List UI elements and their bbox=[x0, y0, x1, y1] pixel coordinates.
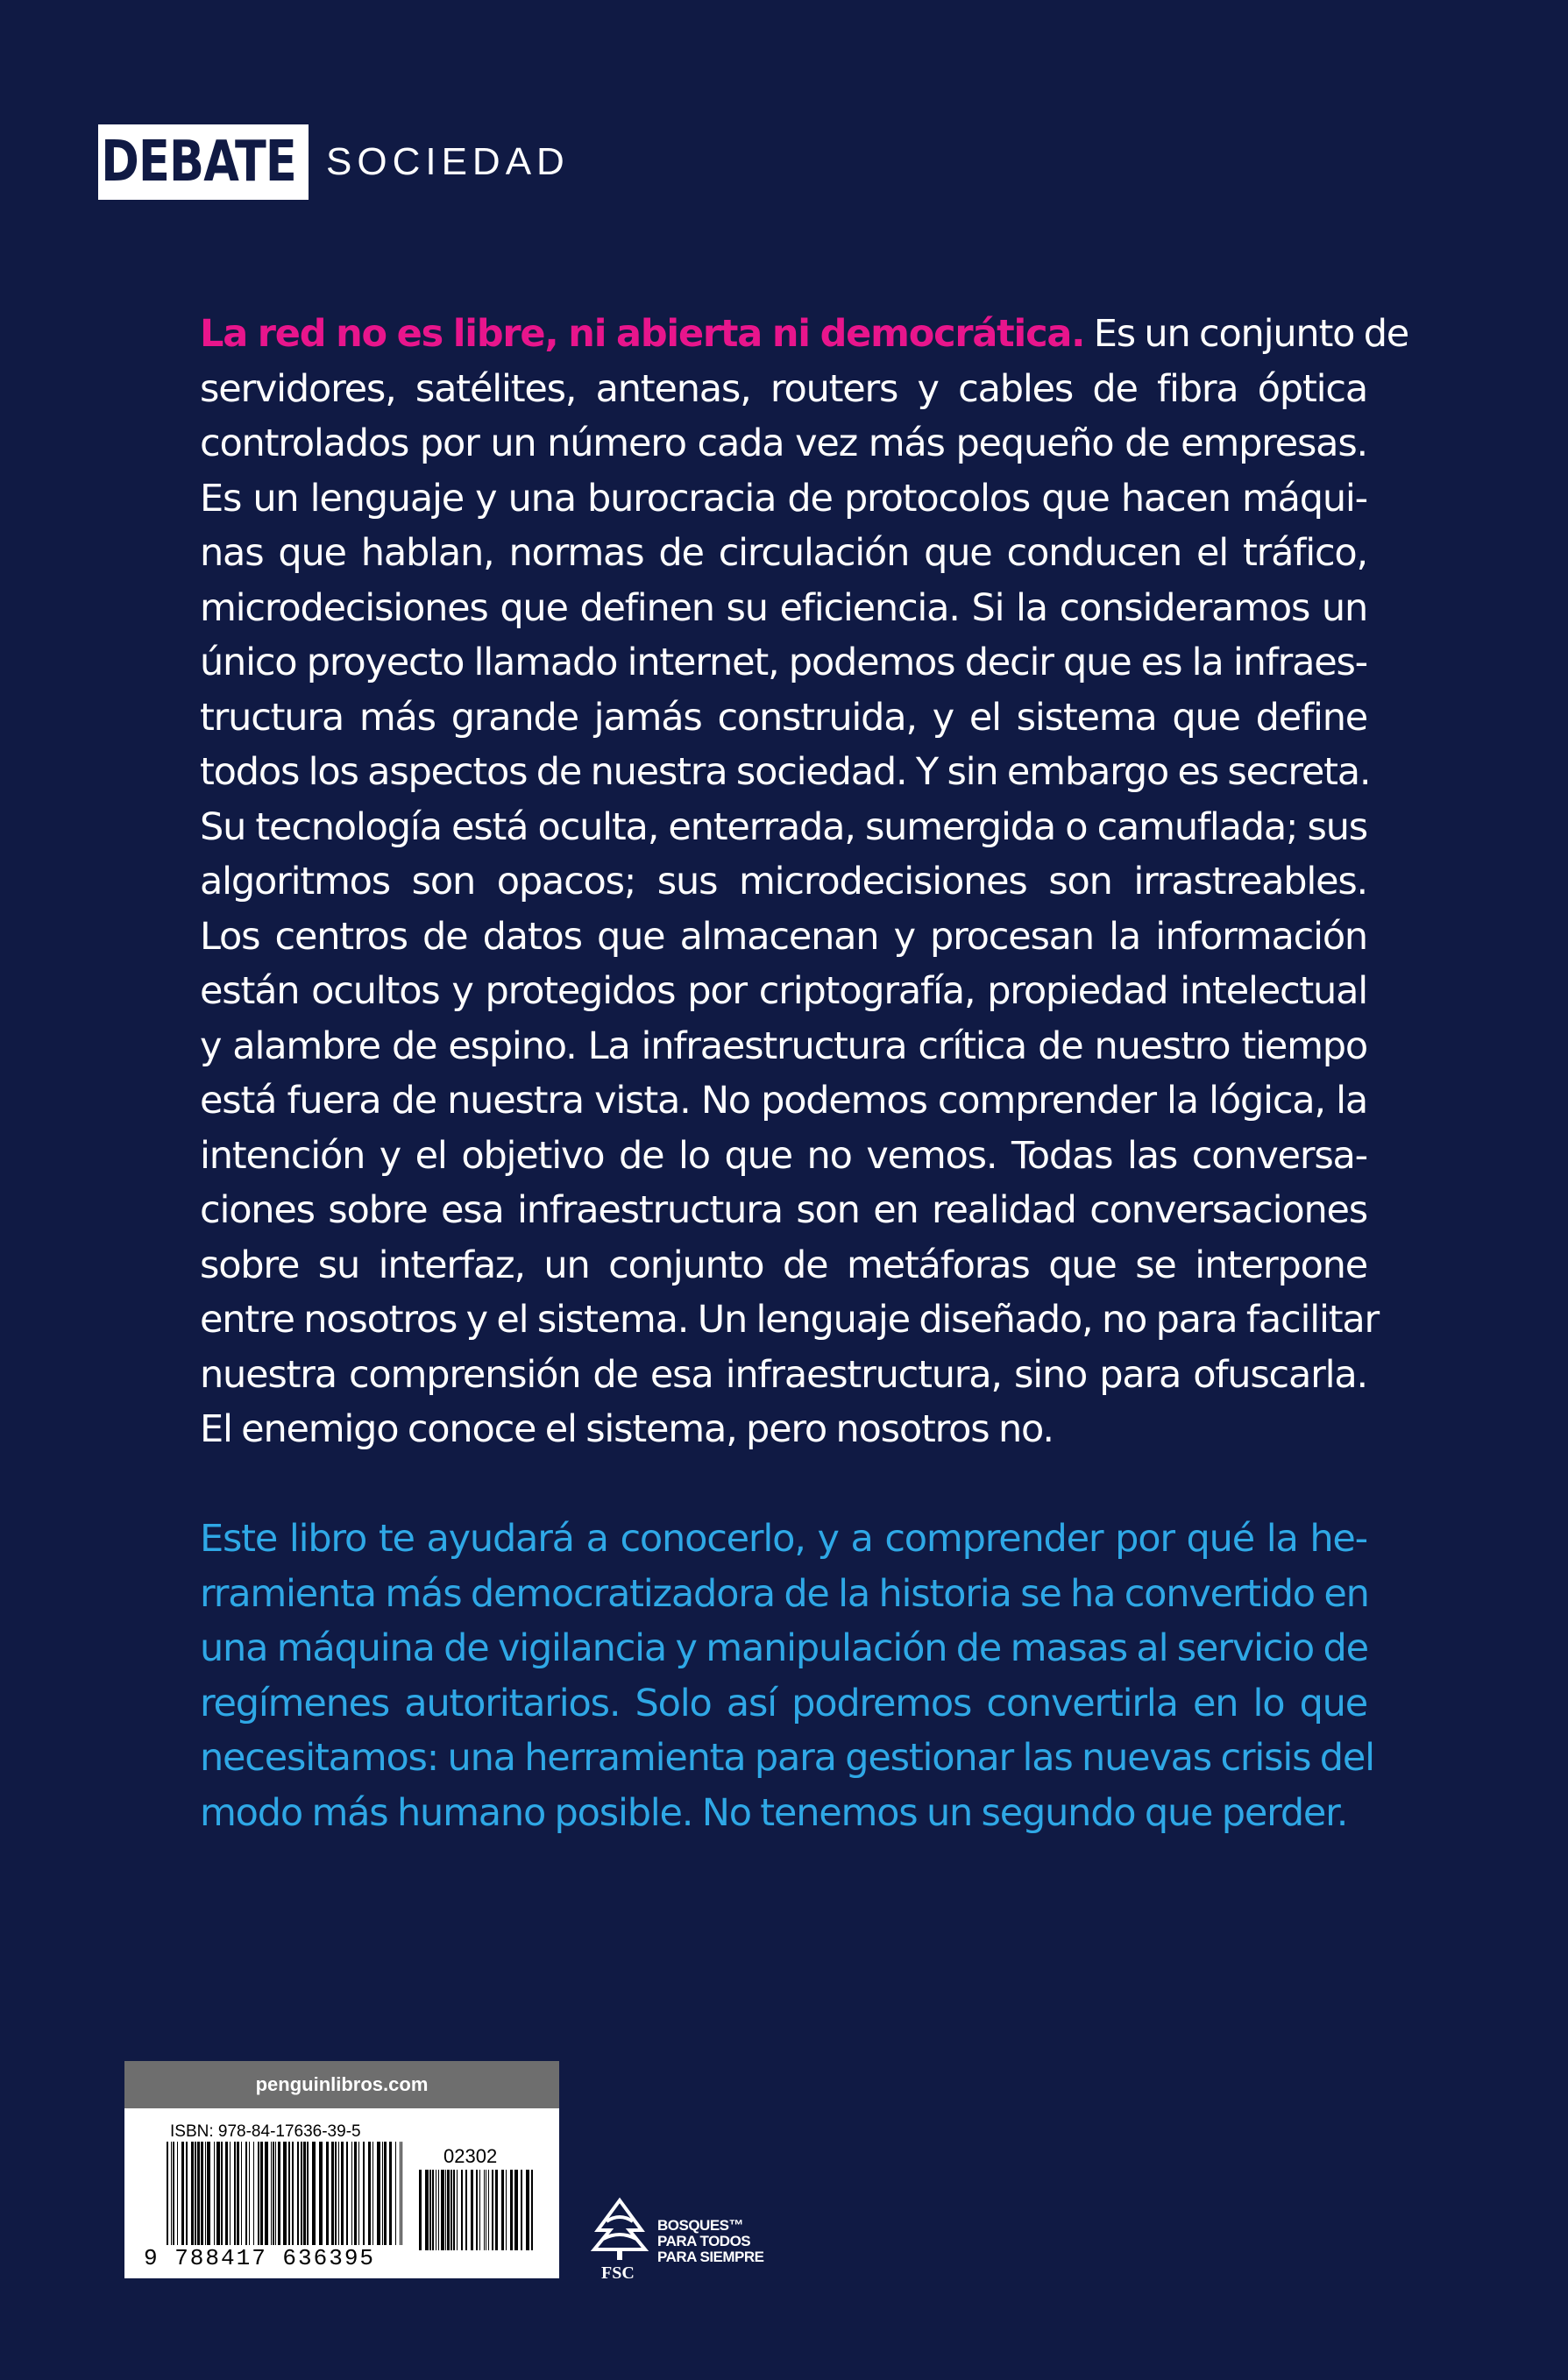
text-line: regímenes autoritarios. Solo así podremos convertirla en lo que bbox=[200, 1681, 1367, 1725]
line-text: nas que hablan, normas de circulación que conducen el tráfico, bbox=[200, 531, 1367, 575]
isbn-text: ISBN: 978-84-17636-39-5 bbox=[170, 2122, 361, 2141]
barcode-bar bbox=[173, 2142, 174, 2245]
barcode-bar bbox=[234, 2142, 236, 2245]
barcode-bar bbox=[438, 2170, 439, 2250]
barcode-bar bbox=[465, 2170, 467, 2250]
line-text: Su tecnología está oculta, enterrada, sumergida o camuflada; sus bbox=[200, 804, 1367, 849]
barcode-bar bbox=[181, 2142, 184, 2245]
barcode-bar bbox=[510, 2170, 513, 2250]
line-text: El enemigo conoce el sistema, pero nosotros no. bbox=[200, 1407, 1054, 1451]
barcode-bar bbox=[382, 2142, 383, 2245]
collection-name: SOCIEDAD bbox=[326, 140, 570, 183]
barcode-bar bbox=[501, 2170, 504, 2250]
barcode-bar bbox=[245, 2142, 247, 2245]
text-line bbox=[200, 964, 1367, 1019]
barcode-bar bbox=[225, 2142, 228, 2245]
logo-box bbox=[98, 124, 309, 200]
barcode-bar bbox=[275, 2142, 276, 2245]
line-text: Es un lenguaje y una burocracia de protocolos que hacen máqui- bbox=[200, 476, 1367, 521]
barcode-bar bbox=[354, 2142, 357, 2245]
text-line bbox=[200, 362, 1367, 417]
barcode-bar bbox=[341, 2142, 344, 2245]
barcode-bar bbox=[230, 2142, 231, 2245]
barcode-bar bbox=[271, 2142, 272, 2245]
barcode-bar bbox=[429, 2170, 431, 2250]
barcode-bar bbox=[441, 2170, 444, 2250]
text-line bbox=[200, 910, 1367, 965]
barcode-bar bbox=[484, 2170, 485, 2250]
line-text: y alambre de espino. La infraestructura crítica de nuestro tiempo bbox=[200, 1024, 1367, 1068]
barcode-bar bbox=[303, 2142, 306, 2245]
barcode-bar bbox=[331, 2142, 334, 2245]
barcode-bar bbox=[265, 2142, 268, 2245]
barcode-bar bbox=[186, 2142, 188, 2245]
barcode-bar bbox=[425, 2170, 429, 2250]
barcode-bar bbox=[253, 2142, 254, 2245]
line-text: único proyecto llamado internet, podemos decir que es la infraes- bbox=[200, 641, 1367, 684]
line-text: están ocultos y protegidos por criptografía, propiedad intelectual bbox=[200, 969, 1367, 1013]
line-text: intención y el objetivo de lo que no vemos. Todas las conversa- bbox=[200, 1133, 1367, 1178]
barcode-bar bbox=[401, 2142, 402, 2245]
barcode-bar bbox=[526, 2170, 529, 2250]
barcode-bar bbox=[488, 2170, 489, 2250]
barcode-bar bbox=[307, 2142, 309, 2245]
barcode-bar bbox=[288, 2142, 290, 2245]
barcode-bar bbox=[338, 2142, 339, 2245]
line-text: controlados por un número cada vez más pequeño de empresas. bbox=[200, 421, 1367, 465]
barcode-bar bbox=[237, 2142, 239, 2245]
text-line: modo más humano posible. No tenemos un segundo que perder. bbox=[200, 1790, 1348, 1835]
barcode-bar bbox=[214, 2142, 215, 2245]
barcode-bar bbox=[419, 2170, 422, 2250]
barcode-bar bbox=[216, 2142, 220, 2245]
text-line bbox=[200, 1402, 1367, 1457]
text-line bbox=[200, 691, 1367, 746]
barcode-bar bbox=[479, 2170, 480, 2250]
secondary-paragraph bbox=[200, 1512, 1374, 1840]
barcode-bar bbox=[278, 2142, 280, 2245]
barcode-bar bbox=[377, 2142, 380, 2245]
barcode-bar bbox=[283, 2142, 287, 2245]
line-text: todos los aspectos de nuestra sociedad. Y sin embargo es secreta. bbox=[200, 750, 1371, 794]
barcode-bar bbox=[400, 2142, 401, 2245]
barcode-bar bbox=[171, 2142, 172, 2245]
barcode-bar bbox=[471, 2170, 473, 2250]
barcode-bar bbox=[273, 2142, 274, 2245]
text-line bbox=[200, 1238, 1367, 1293]
fsc-mark bbox=[589, 2195, 764, 2283]
main-paragraph bbox=[200, 307, 1409, 1457]
text-line bbox=[200, 854, 1367, 910]
barcode-bar bbox=[201, 2142, 203, 2245]
barcode-bar bbox=[177, 2142, 178, 2245]
text-line bbox=[200, 1129, 1367, 1184]
text-line bbox=[200, 635, 1367, 691]
text-line bbox=[200, 745, 1371, 800]
barcode-bar bbox=[221, 2142, 223, 2245]
barcode-bar bbox=[476, 2170, 478, 2250]
text-line bbox=[200, 307, 1409, 362]
text-line: Este libro te ayudará a conocerlo, y a comprender por qué la he- bbox=[200, 1517, 1367, 1561]
text-line bbox=[200, 416, 1367, 471]
barcode-bar bbox=[363, 2142, 365, 2245]
line-text: entre nosotros y el sistema. Un lenguaje diseñado, no para facilitar bbox=[200, 1298, 1379, 1342]
barcode-bar bbox=[260, 2142, 263, 2245]
text-line bbox=[200, 581, 1367, 636]
barcode-bar bbox=[258, 2142, 259, 2245]
barcode-bar bbox=[205, 2142, 206, 2245]
barcode-bar bbox=[249, 2142, 250, 2245]
barcode-bar bbox=[351, 2142, 352, 2245]
barcode-bar bbox=[531, 2170, 533, 2250]
barcode-bar bbox=[432, 2170, 434, 2250]
fsc-slogan-line: PARA SIEMPRE bbox=[657, 2249, 764, 2265]
line-text: algoritmos son opacos; sus microdecisiones son irrastreables. bbox=[200, 860, 1367, 903]
barcode-box bbox=[124, 2061, 559, 2278]
line-text: ciones sobre esa infraestructura son en realidad conversaciones bbox=[200, 1188, 1367, 1232]
line-text: nuestra comprensión de esa infraestructura, sino para ofuscarla. bbox=[200, 1352, 1367, 1397]
barcode-bar bbox=[447, 2170, 450, 2250]
barcode-addon: 02302 bbox=[443, 2145, 498, 2167]
lead-sentence: La red no es libre, ni abierta ni democrática. bbox=[200, 312, 1085, 356]
publisher-website: penguinlibros.com bbox=[124, 2061, 559, 2108]
line-text: tructura más grande jamás construida, y el sistema que define bbox=[200, 695, 1367, 740]
text-line bbox=[200, 471, 1367, 527]
text-line bbox=[200, 800, 1367, 855]
barcode-bar bbox=[372, 2142, 373, 2245]
barcode-bar bbox=[335, 2142, 337, 2245]
barcode-bar bbox=[495, 2170, 498, 2250]
line-text: Los centros de datos que almacenan y procesan la información bbox=[200, 914, 1367, 959]
publisher-logo bbox=[98, 124, 570, 200]
barcode-bar bbox=[451, 2170, 452, 2250]
fsc-slogan-line: PARA TODOS bbox=[657, 2233, 751, 2249]
line-text: microdecisiones que definen su eficiencia. Si la consideramos un bbox=[200, 585, 1367, 630]
barcode-bar bbox=[319, 2142, 323, 2245]
fsc-label: FSC bbox=[601, 2263, 635, 2283]
barcode-bar bbox=[368, 2142, 371, 2245]
barcode-bar bbox=[167, 2142, 168, 2245]
barcode-bar bbox=[395, 2142, 396, 2245]
barcode-number: 9 788417 636395 bbox=[144, 2245, 376, 2271]
line-text: está fuera de nuestra vista. No podemos comprender la lógica, la bbox=[200, 1079, 1367, 1123]
line-text: sobre su interfaz, un conjunto de metáforas que se interpone bbox=[200, 1243, 1367, 1287]
barcode-bar bbox=[301, 2142, 302, 2245]
text-line bbox=[200, 526, 1367, 581]
text-line: necesitamos: una herramienta para gestionar las nuevas crisis del bbox=[200, 1736, 1374, 1780]
barcode-bar bbox=[506, 2170, 507, 2250]
brand-name: DEBATE bbox=[98, 124, 308, 200]
barcode-bar bbox=[389, 2142, 392, 2245]
barcode-bar bbox=[445, 2170, 446, 2250]
line-text: Es un conjunto de bbox=[1084, 312, 1409, 356]
text-line bbox=[200, 1019, 1367, 1074]
fsc-tree-icon bbox=[589, 2195, 650, 2263]
barcode-bar bbox=[384, 2142, 387, 2245]
barcode-bar bbox=[326, 2142, 329, 2245]
text-line bbox=[200, 1293, 1379, 1348]
barcode-bar bbox=[346, 2142, 348, 2245]
barcode-bar bbox=[461, 2170, 463, 2250]
line-text: servidores, satélites, antenas, routers y cables de fibra óptica bbox=[200, 366, 1367, 411]
text-line: rramienta más democratizadora de la historia se ha convertido en bbox=[200, 1571, 1369, 1616]
barcode-bar bbox=[195, 2142, 196, 2245]
barcode-bar bbox=[312, 2142, 316, 2245]
text-line bbox=[200, 1073, 1367, 1129]
barcode-bar bbox=[457, 2170, 458, 2250]
text-line bbox=[200, 1348, 1367, 1403]
barcode-bar bbox=[297, 2142, 299, 2245]
barcode-bar bbox=[492, 2170, 493, 2250]
barcode-bar bbox=[191, 2142, 194, 2245]
barcode-bar bbox=[514, 2170, 518, 2250]
fsc-slogan bbox=[657, 2218, 764, 2265]
barcode-bar bbox=[292, 2142, 294, 2245]
text-line: una máquina de vigilancia y manipulación de masas al servicio de bbox=[200, 1626, 1368, 1670]
barcode-bar bbox=[197, 2142, 200, 2245]
barcode-bar bbox=[358, 2142, 359, 2245]
barcode-bar bbox=[521, 2170, 522, 2250]
barcode-bar bbox=[453, 2170, 455, 2250]
text-line bbox=[200, 1183, 1367, 1238]
barcode-bar bbox=[241, 2142, 242, 2245]
fsc-slogan-line: BOSQUES™ bbox=[657, 2217, 744, 2234]
barcode-bar bbox=[207, 2142, 210, 2245]
